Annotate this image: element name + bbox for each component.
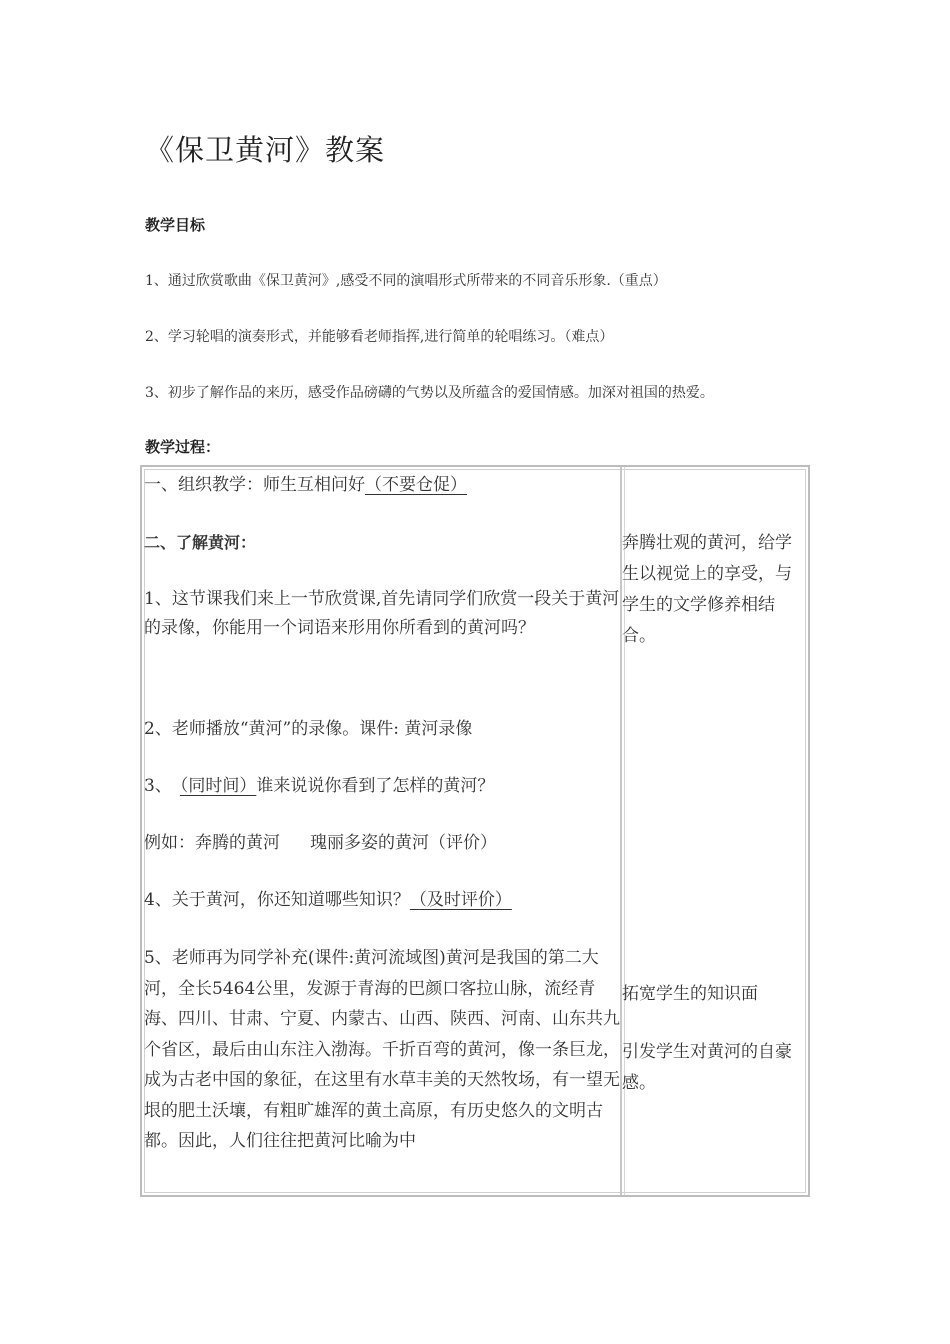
step-item-4-note: （及时评价） (409, 890, 512, 910)
process-table (140, 465, 810, 1197)
objective-2: 2、学习轮唱的演奏形式，并能够看老师指挥,进行简单的轮唱练习。（难点） (145, 329, 614, 345)
step-item-1: 1、这节课我们来上一节欣赏课,首先请同学们欣赏一段关于黄河的录像，你能用一个词语来形用你所看到的黄河吗？ (144, 589, 620, 638)
note-2: 拓宽学生的知识面 (622, 984, 758, 1004)
step-item-3-text: 谁来说说你看到了怎样的黄河？ (256, 776, 495, 796)
page-title: 《保卫黄河》教案 (145, 133, 386, 167)
note-1: 奔腾壮观的黄河，给学生以视觉上的享受，与学生的文学修养相结合。 (622, 533, 792, 646)
objectives-heading: 教学目标 (145, 216, 206, 234)
step-learn-heading: 二、了解黄河： (144, 533, 257, 552)
example-line (144, 829, 497, 858)
step-item-4-text: 4、关于黄河，你还知道哪些知识？ (144, 890, 410, 910)
note-3: 引发学生对黄河的自豪感。 (622, 1042, 792, 1093)
example-a: 例如：奔腾的黄河 (144, 833, 280, 853)
step-organize-note: （不要仓促） (365, 475, 467, 495)
objective-3: 3、初步了解作品的来历，感受作品磅礴的气势以及所蕴含的爱国情感。加深对祖国的热爱。 (145, 385, 714, 401)
step-item-3-note: （同时间） (179, 776, 257, 796)
step-organize (144, 471, 467, 500)
step-item-3 (144, 772, 494, 801)
example-b: 瑰丽多姿的黄河（评价） (310, 833, 497, 853)
step-item-4 (144, 886, 512, 915)
step-item-2: 2、老师播放“黄河”的录像。课件: 黄河录像 (144, 719, 473, 739)
step-organize-text: 一、组织教学：师生互相问好 (144, 475, 365, 495)
step-item-5: 5、老师再为同学补充(课件:黄河流域图)黄河是我国的第二大河，全长5464公里，发源于青海的巴颜口客拉山脉，流经青海、四川、甘肃、宁夏、内蒙古、山西、陕西、河南、山东共九个省区，最后由山东注入渤海。千折百弯的黄河，像一条巨龙，成为古老中国的象征，在这里有水草丰美的天然牧场，有一望无垠的肥土沃壤，有粗旷雄浑的黄土高原，有历史悠久的文明古都。因此，人们往往把黄河比喻为中 (144, 948, 620, 1151)
process-heading: 教学过程： (145, 438, 221, 456)
objective-1: 1、通过欣赏歌曲《保卫黄河》,感受不同的演唱形式所带来的不同音乐形象.（重点） (145, 273, 667, 289)
step-item-3-prefix: 3、 (144, 776, 172, 796)
